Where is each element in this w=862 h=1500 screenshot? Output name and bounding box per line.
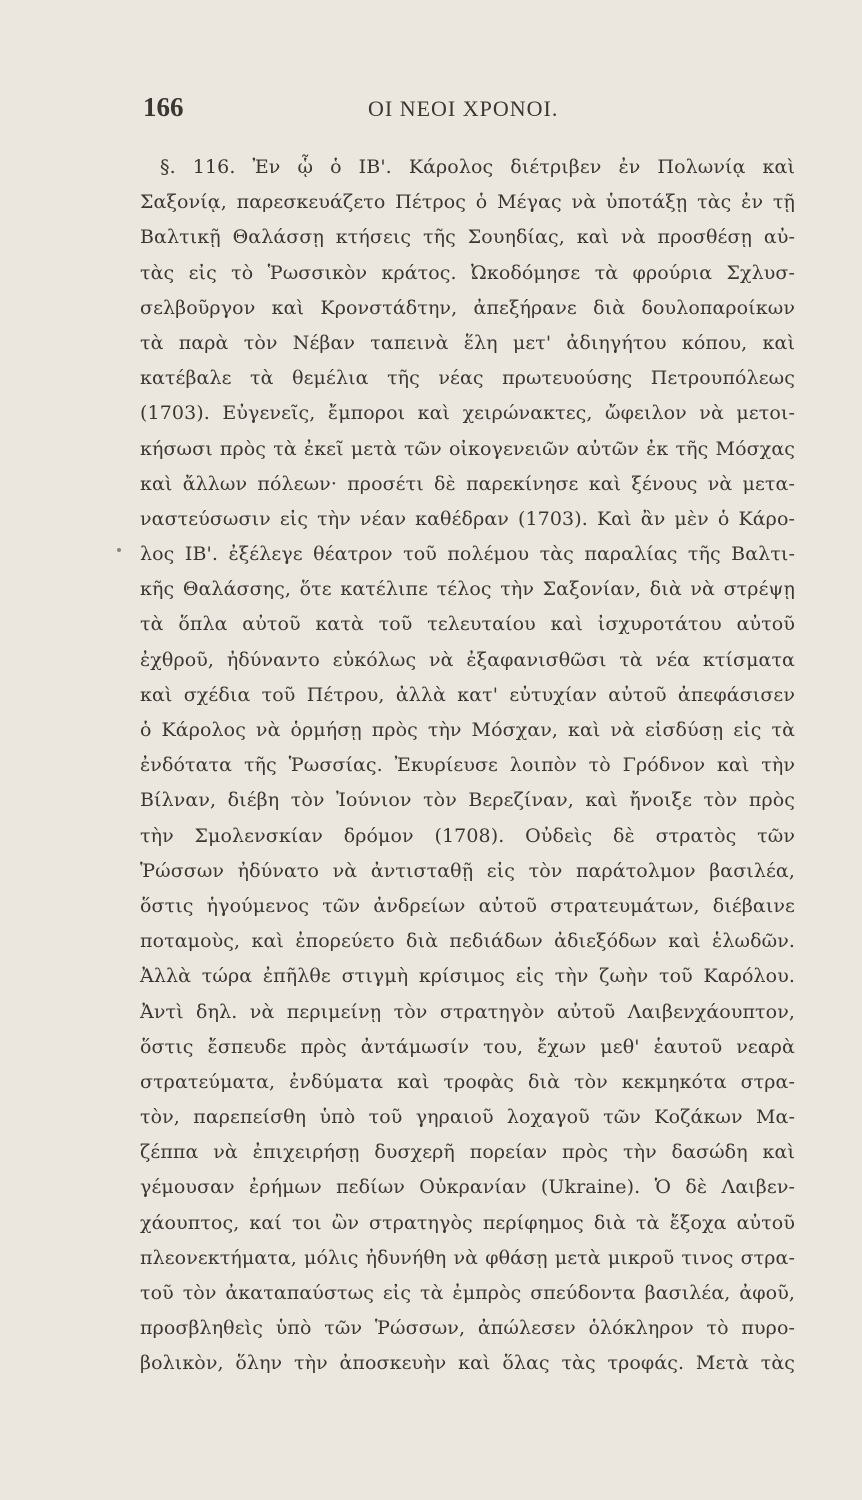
text-line: λος ΙΒ'. ἐξέλεγε θέατρον τοῦ πολέμου τὰς παραλίας τῆς Βαλτι- [140, 543, 795, 566]
text-line: Βίλναν, διέβη τὸν Ἰούνιον τὸν Βερεζίναν, καὶ ἤνοιξε τὸν πρὸς [140, 789, 795, 812]
text-line: ὁ Κάρολος νὰ ὁρμήσῃ πρὸς τὴν Μόσχαν, καὶ νὰ εἰσδύσῃ εἰς τὰ [140, 719, 795, 741]
text-line: στρατεύματα, ἐνδύματα καὶ τροφὰς διὰ τὸν κεκμηκότα στρα- [140, 1070, 795, 1093]
text-line: τὴν Σμολενσκίαν δρόμον (1708). Οὐδεὶς δὲ στρατὸς τῶν [140, 824, 795, 847]
text-line: κήσωσι πρὸς τὰ ἐκεῖ μετὰ τῶν οἰκογενειῶν αὐτῶν ἐκ τῆς Μόσχας [140, 437, 795, 460]
text-line: τὰς εἰς τὸ Ῥωσσικὸν κράτος. Ὠκοδόμησε τὰ φρούρια Σχλυσ- [140, 261, 795, 284]
text-line: γέμουσαν ἐρήμων πεδίων Οὐκρανίαν (Ukraine). Ὁ δὲ Λαιβεν- [140, 1176, 795, 1199]
text-line: βολικὸν, ὅλην τὴν ἀποσκευὴν καὶ ὅλας τὰς τροφάς. Μετὰ τὰς [140, 1352, 795, 1375]
text-line: ζέππα νὰ ἐπιχειρήσῃ δυσχερῆ πορείαν πρὸς τὴν δασώδη καὶ [140, 1141, 795, 1164]
text-line: σελβοῦργον καὶ Κρονστάδτην, ἀπεξήρανε διὰ δουλοπαροίκων [140, 296, 795, 319]
text-line: ἐνδότατα τῆς Ῥωσσίας. Ἐκυρίευσε λοιπὸν τὸ Γρόδνον καὶ τὴν [140, 754, 795, 777]
page-number: 166 [143, 92, 184, 122]
text-line: προσβληθεὶς ὑπὸ τῶν Ῥώσσων, ἀπώλεσεν ὁλόκληρον τὸ πυρο- [140, 1317, 795, 1340]
text-line: τὰ ὅπλα αὐτοῦ κατὰ τοῦ τελευταίου καὶ ἰσχυροτάτου αὐτοῦ [140, 613, 795, 636]
text-line: Ἀλλὰ τώρα ἐπῆλθε στιγμὴ κρίσιμος εἰς τὴν ζωὴν τοῦ Καρόλου. [140, 965, 795, 988]
text-line: κῆς Θαλάσσης, ὅτε κατέλιπε τέλος τὴν Σαξονίαν, διὰ νὰ στρέψῃ [140, 578, 795, 601]
running-head: ΟΙ ΝΕΟΙ ΧΡΟΝΟΙ. [368, 96, 559, 121]
page-header [143, 92, 793, 132]
text-line: Σαξονίᾳ, παρεσκευάζετο Πέτρος ὁ Μέγας νὰ ὑποτάξῃ τὰς ἐν τῇ [140, 191, 795, 214]
text-line: ποταμοὺς, καὶ ἐπορεύετο διὰ πεδιάδων ἀδιεξόδων καὶ ἑλωδῶν. [140, 930, 795, 953]
text-line: τὰ παρὰ τὸν Νέβαν ταπεινὰ ἕλη μετ' ἀδιηγήτου κόπου, καὶ [140, 331, 795, 354]
text-line: Βαλτικῇ Θαλάσσῃ κτήσεις τῆς Σουηδίας, καὶ νὰ προσθέσῃ αὐ- [140, 226, 795, 249]
text-line: Ἀντὶ δηλ. νὰ περιμείνῃ τὸν στρατηγὸν αὐτοῦ Λαιβενχάουπτον, [140, 1000, 795, 1023]
text-line: τοῦ τὸν ἀκαταπαύστως εἰς τὰ ἐμπρὸς σπεύδοντα βασιλέα, ἀφοῦ, [140, 1282, 795, 1304]
text-line: ναστεύσωσιν εἰς τὴν νέαν καθέδραν (1703). Καὶ ἂν μὲν ὁ Κάρο- [140, 507, 795, 530]
margin-mark [117, 548, 121, 552]
text-line: τὸν, παρεπείσθη ὑπὸ τοῦ γηραιοῦ λοχαγοῦ τῶν Κοζάκων Μα- [140, 1106, 795, 1129]
text-line: ὅστις ἔσπευδε πρὸς ἀντάμωσίν του, ἔχων μεθ' ἑαυτοῦ νεαρὰ [140, 1035, 795, 1058]
text-line: Ῥώσσων ἠδύνατο νὰ ἀντισταθῇ εἰς τὸν παράτολμον βασιλέα, [140, 859, 795, 882]
text-line: ἐχθροῦ, ἠδύναντο εὐκόλως νὰ ἐξαφανισθῶσι τὰ νέα κτίσματα [140, 648, 795, 671]
text-line: καὶ σχέδια τοῦ Πέτρου, ἀλλὰ κατ' εὐτυχίαν αὐτοῦ ἀπεφάσισεν [140, 683, 795, 706]
text-body [140, 150, 795, 1382]
text-line: καὶ ἄλλων πόλεων· προσέτι δὲ παρεκίνησε καὶ ξένους νὰ μετα- [140, 472, 795, 495]
text-line: ὅστις ἡγούμενος τῶν ἀνδρείων αὐτοῦ στρατευμάτων, διέβαινε [140, 894, 795, 917]
text-line: (1703). Εὐγενεῖς, ἔμποροι καὶ χειρώνακτες, ὤφειλον νὰ μετοι- [140, 402, 795, 425]
text-line: πλεονεκτήματα, μόλις ἠδυνήθη νὰ φθάσῃ μετὰ μικροῦ τινος στρα- [140, 1246, 795, 1269]
text-line: χάουπτος, καί τοι ὢν στρατηγὸς περίφημος διὰ τὰ ἔξοχα αὐτοῦ [140, 1211, 795, 1234]
text-line: §. 116. Ἐν ᾧ ὁ ΙΒ'. Κάρολος διέτριβεν ἐν Πολωνίᾳ καὶ [160, 156, 795, 178]
text-line: κατέβαλε τὰ θεμέλια τῆς νέας πρωτευούσης Πετρουπόλεως [140, 367, 795, 390]
